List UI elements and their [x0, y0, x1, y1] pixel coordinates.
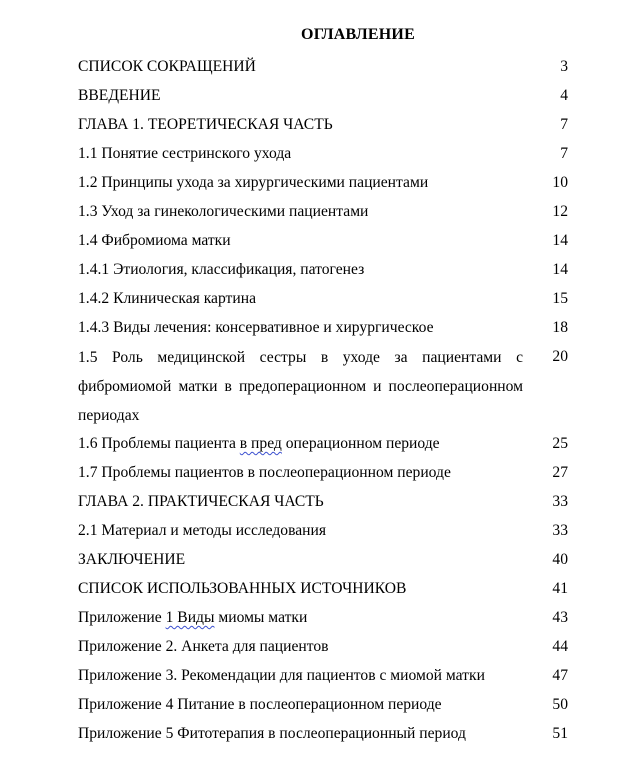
toc-entry-page: 47 — [552, 667, 568, 684]
toc-entry[interactable] — [78, 691, 568, 720]
toc-entry-text-part: операционном периоде — [281, 435, 440, 452]
toc-entry-text-part: миомы матки — [214, 609, 308, 626]
toc-entry-text: 1.4.2 Клиническая картина — [78, 290, 256, 307]
toc-entry-page: 50 — [552, 696, 568, 713]
toc-entry-text: Приложение 2. Анкета для пациентов — [78, 638, 329, 655]
toc-entry-text: СПИСОК СОКРАЩЕНИЙ — [78, 58, 256, 75]
toc-entry[interactable] — [78, 662, 568, 691]
toc-entry[interactable] — [78, 720, 568, 749]
toc-entry-page: 4 — [560, 87, 568, 104]
toc-entry[interactable] — [78, 169, 568, 198]
toc-entry[interactable] — [78, 459, 568, 488]
toc-entry-text: 2.1 Материал и методы исследования — [78, 522, 327, 539]
toc-entry[interactable] — [78, 517, 568, 546]
toc-entry-page: 7 — [560, 116, 568, 133]
toc-entry-page: 27 — [552, 464, 568, 481]
toc-entry-page: 10 — [552, 174, 568, 191]
toc-entry-page: 3 — [560, 58, 568, 75]
toc-entry-text: 1.7 Проблемы пациентов в послеоперационном периоде — [78, 464, 451, 481]
toc-entry-page: 40 — [552, 551, 568, 568]
toc-entry-page: 51 — [552, 725, 568, 742]
toc-entry[interactable] — [78, 314, 568, 343]
toc-entry-text: ГЛАВА 2. ПРАКТИЧЕСКАЯ ЧАСТЬ — [78, 493, 324, 510]
toc-entry-page: 20 — [552, 348, 568, 365]
toc-entry[interactable] — [78, 198, 568, 227]
toc-entry-text: 1.5 Роль медицинской сестры в уходе за пациентами с фибромиомой матки в предоперационном и послеоперационном периодах — [78, 349, 523, 424]
toc-entry-text-part: Приложение — [78, 609, 166, 626]
toc-entry[interactable] — [78, 488, 568, 517]
toc-entry[interactable] — [78, 575, 568, 604]
toc-list — [78, 53, 568, 749]
toc-entry-page: 33 — [552, 493, 568, 510]
toc-entry-text: Приложение 4 Питание в послеоперационном периоде — [78, 696, 442, 713]
toc-entry-page: 44 — [552, 638, 568, 655]
toc-entry-page: 12 — [552, 203, 568, 220]
toc-entry[interactable] — [78, 53, 568, 82]
toc-entry-page: 14 — [552, 232, 568, 249]
toc-entry[interactable] — [78, 546, 568, 575]
toc-entry-text: 1.4 Фибромиома матки — [78, 232, 231, 249]
toc-entry-text: 1.2 Принципы ухода за хирургическими пациентами — [78, 174, 429, 191]
toc-entry-page: 15 — [552, 290, 568, 307]
toc-entry[interactable] — [78, 633, 568, 662]
toc-entry-page: 25 — [552, 435, 568, 452]
toc-entry-text: 1.1 Понятие сестринского ухода — [78, 145, 292, 162]
toc-entry[interactable] — [78, 430, 568, 459]
toc-entry-text: СПИСОК ИСПОЛЬЗОВАННЫХ ИСТОЧНИКОВ — [78, 580, 407, 597]
toc-entry-text: ЗАКЛЮЧЕНИЕ — [78, 551, 186, 568]
toc-entry-page: 43 — [552, 609, 568, 626]
toc-entry-page: 33 — [552, 522, 568, 539]
toc-entry[interactable] — [78, 82, 568, 111]
toc-entry-text: 1.4.3 Виды лечения: консервативное и хирургическое — [78, 319, 434, 336]
toc-title: ОГЛАВЛЕНИЕ — [301, 26, 415, 43]
spellcheck-marked-text[interactable]: 1 Виды — [165, 609, 215, 626]
toc-entry-text: 1.4.1 Этиология, классификация, патогенез — [78, 261, 365, 278]
toc-entry[interactable] — [78, 256, 568, 285]
toc-entry-text: ВВЕДЕНИЕ — [78, 87, 161, 104]
toc-entry[interactable] — [78, 343, 568, 430]
toc-entry-text: ГЛАВА 1. ТЕОРЕТИЧЕСКАЯ ЧАСТЬ — [78, 116, 333, 133]
toc-entry[interactable] — [78, 227, 568, 256]
toc-entry[interactable] — [78, 140, 568, 169]
toc-entry-text — [78, 430, 440, 456]
toc-entry-text: Приложение 3. Рекомендации для пациентов с миомой матки — [78, 667, 485, 684]
toc-entry-text-part: 1.6 Проблемы пациента — [78, 435, 240, 452]
toc-entry-text: Приложение 5 Фитотерапия в послеоперационный период — [78, 725, 466, 742]
toc-entry-page: 7 — [560, 145, 568, 162]
toc-entry[interactable] — [78, 285, 568, 314]
toc-entry-page: 41 — [552, 580, 568, 597]
toc-entry[interactable] — [78, 111, 568, 140]
toc-entry[interactable] — [78, 604, 568, 633]
toc-entry-page: 14 — [552, 261, 568, 278]
toc-entry-text: 1.3 Уход за гинекологическими пациентами — [78, 203, 369, 220]
toc-entry-page: 18 — [552, 319, 568, 336]
toc-entry-text — [78, 604, 307, 630]
spellcheck-marked-text[interactable]: в пред — [239, 435, 282, 452]
